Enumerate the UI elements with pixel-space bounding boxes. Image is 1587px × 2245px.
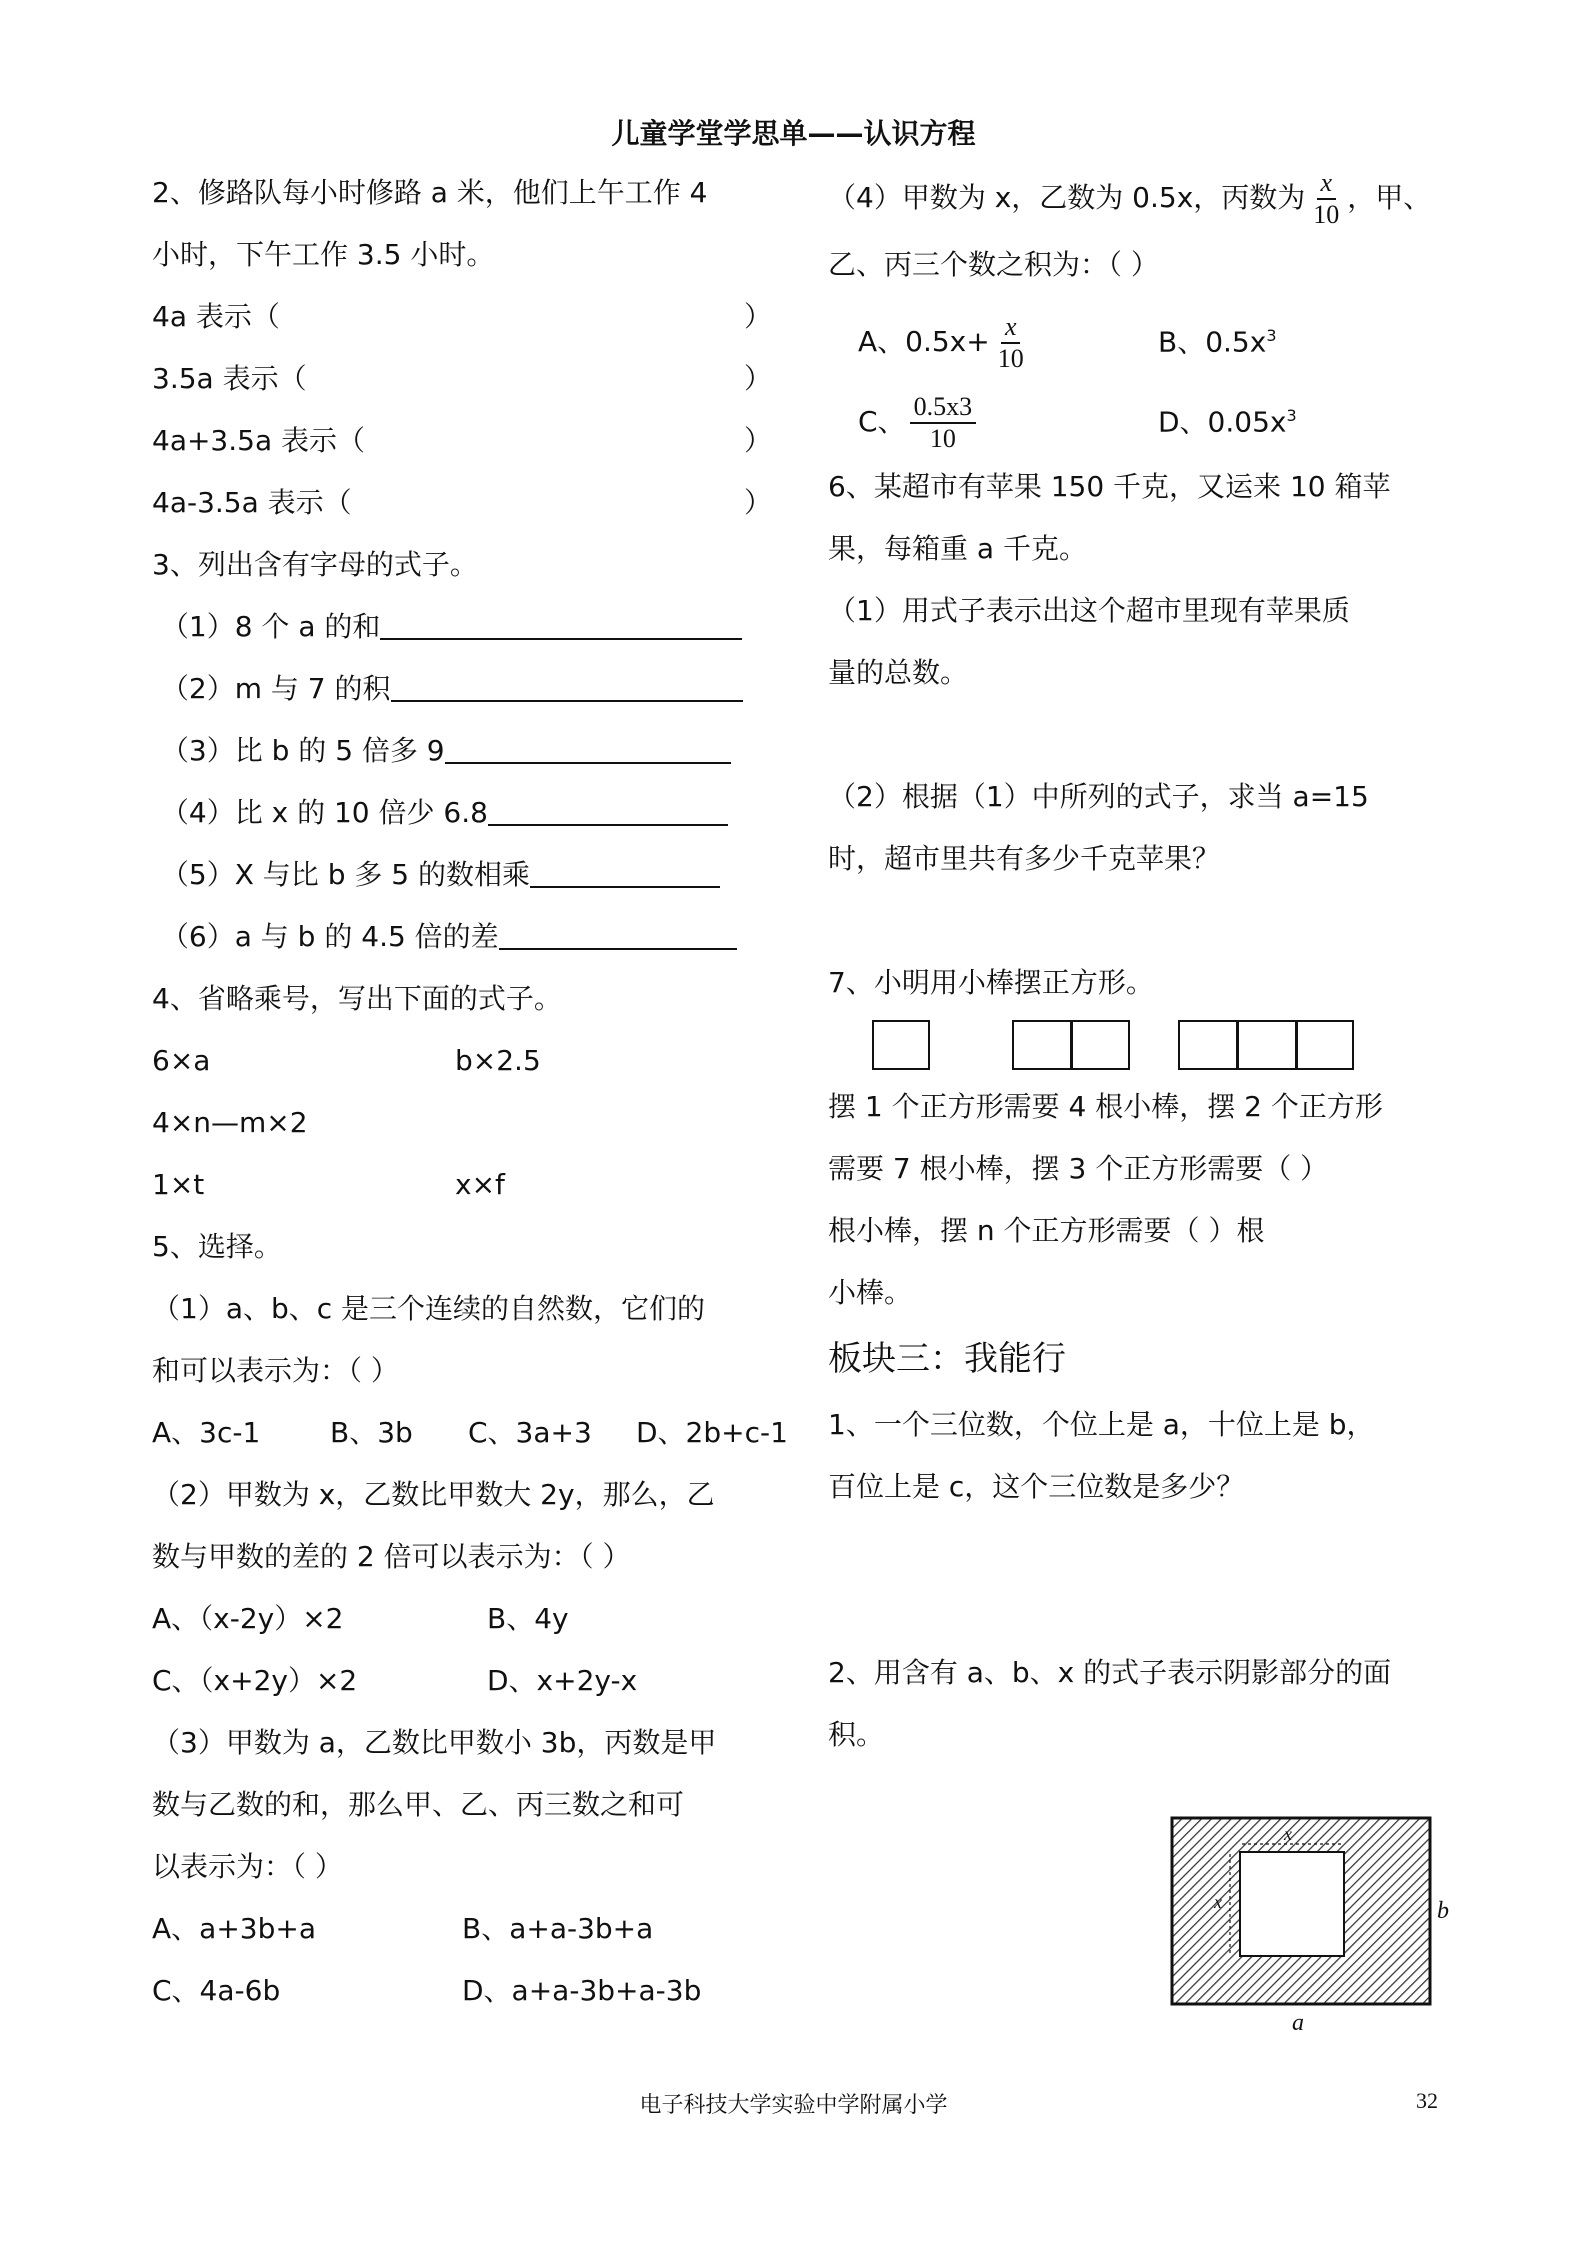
fraction-denominator: 10 <box>997 344 1024 374</box>
q5-2-line2: 数与甲数的差的 2 倍可以表示为：（ ） <box>152 1540 631 1573</box>
q5-4-options <box>828 296 1448 376</box>
q3-item <box>152 906 772 968</box>
q3-item <box>152 658 772 720</box>
section-heading: 板块三：我能行 <box>828 1339 1066 1379</box>
answer-blank[interactable] <box>488 794 728 826</box>
stick-divider <box>1070 1022 1073 1068</box>
q5-3-line3: 以表示为：（ ） <box>152 1850 343 1883</box>
q2-line2: 小时，下午工作 3.5 小时。 <box>152 238 495 271</box>
q7-line1: 摆 1 个正方形需要 4 根小棒，摆 2 个正方形 <box>828 1090 1383 1123</box>
option[interactable] <box>828 382 1158 462</box>
q6-line2: 果，每箱重 a 千克。 <box>828 532 1087 565</box>
fraction <box>910 392 977 454</box>
stick-divider <box>1236 1022 1239 1068</box>
option[interactable]: B、a+a-3b+a <box>462 1912 654 1945</box>
answer-blank[interactable] <box>380 608 742 640</box>
exponent: 3 <box>1266 326 1277 345</box>
answer-blank[interactable] <box>530 856 720 888</box>
q6-line1: 6、某超市有苹果 150 千克，又运来 10 箱苹 <box>828 470 1391 503</box>
q3-item-text: （6）a 与 b 的 4.5 倍的差 <box>160 920 499 953</box>
q2-item-label: 4a-3.5a 表示（ <box>152 486 352 519</box>
q7-line4: 小棒。 <box>828 1276 913 1309</box>
label-x-side: x <box>1214 1892 1222 1912</box>
q5-3-options <box>152 1898 772 1960</box>
q5-3-line2: 数与乙数的和，那么甲、乙、丙三数之和可 <box>152 1788 685 1821</box>
fraction-denominator: 10 <box>929 424 956 454</box>
q5-2-options <box>152 1650 772 1712</box>
q3-item <box>152 782 772 844</box>
fraction-denominator: 10 <box>1313 200 1340 229</box>
option[interactable]: C、（x+2y）×2 <box>152 1664 358 1697</box>
option[interactable]: A、3c-1 <box>152 1416 261 1449</box>
option[interactable]: B、4y <box>487 1602 569 1635</box>
shaded-area-diagram <box>1162 1808 1462 2038</box>
q2-item <box>152 472 772 534</box>
answer-blank[interactable] <box>445 732 731 764</box>
option[interactable]: C、4a-6b <box>152 1974 281 2007</box>
answer-blank[interactable] <box>499 918 737 950</box>
q5-1-options <box>152 1402 788 1464</box>
q5-4-options <box>828 376 1448 456</box>
option-b-text: B、0.5x <box>1158 325 1267 359</box>
s3-q2-line2: 积。 <box>828 1718 885 1751</box>
option-d-text: D、0.05x <box>1158 405 1287 439</box>
page-footer: 电子科技大学实验中学附属小学 <box>639 2093 948 2118</box>
q3-title: 3、列出含有字母的式子。 <box>152 548 478 581</box>
squares-figure <box>828 1014 1448 1076</box>
q5-4-line2: 乙、丙三个数之积为：（ ） <box>828 248 1159 281</box>
q6-1-line2: 量的总数。 <box>828 656 969 689</box>
q2-line1: 2、修路队每小时修路 a 米，他们上午工作 4 <box>152 176 708 209</box>
s3-q1-line1: 1、一个三位数，个位上是 a，十位上是 b， <box>828 1408 1375 1441</box>
stick-divider <box>1295 1022 1298 1068</box>
q5-title: 5、选择。 <box>152 1230 282 1263</box>
square-2 <box>1012 1020 1130 1070</box>
shaded-area-figure <box>1162 1808 1462 2038</box>
inner-square <box>1240 1852 1344 1956</box>
q7-title: 7、小明用小棒摆正方形。 <box>828 966 1154 999</box>
option[interactable]: D、x+2y-x <box>487 1664 638 1697</box>
s3-q1-line2: 百位上是 c，这个三位数是多少？ <box>828 1470 1245 1503</box>
q2-item-close: ） <box>743 362 772 395</box>
fraction-numerator: x <box>1001 312 1021 344</box>
answer-space[interactable] <box>828 890 1448 952</box>
exponent: 3 <box>1286 406 1297 425</box>
q2-item <box>152 286 772 348</box>
q2-item-label: 3.5a 表示（ <box>152 362 307 395</box>
q2-item-close: ） <box>743 300 772 333</box>
label-a: a <box>1292 2010 1304 2036</box>
q4-expr: 6×a <box>152 1044 211 1077</box>
q4-expr: x×f <box>455 1168 505 1201</box>
q4-expr: 4×n—m×2 <box>152 1106 308 1139</box>
q4-row <box>152 1092 772 1154</box>
fraction <box>994 312 1028 374</box>
q3-item <box>152 844 772 906</box>
page-title: 儿童学堂学思单——认识方程 <box>611 117 976 150</box>
q3-item-text: （1）8 个 a 的和 <box>160 610 381 643</box>
option[interactable]: D、a+a-3b+a-3b <box>462 1974 702 2007</box>
q2-item-close: ） <box>743 486 772 519</box>
fraction <box>1309 168 1343 230</box>
q4-expr: 1×t <box>152 1168 205 1201</box>
q4-title: 4、省略乘号，写出下面的式子。 <box>152 982 562 1015</box>
option[interactable]: D、2b+c-1 <box>636 1416 788 1449</box>
q4-row <box>152 1030 772 1092</box>
q2-item <box>152 410 772 472</box>
q7-line2: 需要 7 根小棒，摆 3 个正方形需要（ ） <box>828 1152 1329 1185</box>
q2-item-close: ） <box>743 424 772 457</box>
answer-space[interactable] <box>828 704 1448 766</box>
square-3 <box>1178 1020 1354 1070</box>
s3-q2-line1: 2、用含有 a、b、x 的式子表示阴影部分的面 <box>828 1656 1392 1689</box>
answer-space[interactable] <box>828 1580 1448 1642</box>
q6-2-line1: （2）根据（1）中所列的式子，求当 a=15 <box>828 780 1369 813</box>
q5-1-line2: 和可以表示为：（ ） <box>152 1354 399 1387</box>
option[interactable] <box>828 302 1158 382</box>
q6-2-line2: 时，超市里共有多少千克苹果？ <box>828 842 1221 875</box>
q3-item <box>152 720 772 782</box>
fraction-numerator: x <box>1317 168 1337 200</box>
q5-2-line1: （2）甲数为 x，乙数比甲数大 2y，那么，乙 <box>152 1478 715 1511</box>
label-b: b <box>1437 1898 1449 1924</box>
q2-item <box>152 348 772 410</box>
fraction-numerator: 0.5x3 <box>910 392 977 424</box>
right-column <box>828 162 1448 1766</box>
option-a-text: A、0.5x+ <box>858 325 990 359</box>
q3-item-text: （3）比 b 的 5 倍多 9 <box>160 734 445 767</box>
option[interactable] <box>1158 296 1277 382</box>
square-1 <box>872 1020 930 1070</box>
q5-3-options <box>152 1960 772 2022</box>
q5-1-line1: （1）a、b、c 是三个连续的自然数，它们的 <box>152 1292 706 1325</box>
option[interactable]: A、（x-2y）×2 <box>152 1602 344 1635</box>
q7-line3: 根小棒，摆 n 个正方形需要（ ）根 <box>828 1214 1265 1247</box>
label-x-top: x <box>1284 1824 1292 1844</box>
option[interactable]: A、a+3b+a <box>152 1912 316 1945</box>
q2-item-label: 4a 表示（ <box>152 300 280 333</box>
left-column <box>152 162 788 2022</box>
option[interactable] <box>1158 376 1297 462</box>
page-number: 32 <box>1416 2088 1438 2113</box>
q3-item-text: （2）m 与 7 的积 <box>160 672 391 705</box>
q3-item <box>152 596 772 658</box>
option[interactable]: B、3b <box>330 1416 413 1449</box>
option[interactable]: C、3a+3 <box>468 1416 592 1449</box>
q4-expr: b×2.5 <box>455 1044 541 1077</box>
answer-space[interactable] <box>828 1518 1448 1580</box>
answer-blank[interactable] <box>391 670 743 702</box>
q3-item-text: （5）X 与比 b 多 5 的数相乘 <box>160 858 530 891</box>
q5-3-line1: （3）甲数为 a，乙数比甲数小 3b，丙数是甲 <box>152 1726 717 1759</box>
option-c-text: C、 <box>858 405 906 439</box>
q2-item-label: 4a+3.5a 表示（ <box>152 424 366 457</box>
q5-4-post: ，甲、 <box>1347 181 1432 214</box>
q4-row <box>152 1154 772 1216</box>
q3-item-text: （4）比 x 的 10 倍少 6.8 <box>160 796 488 829</box>
q5-4-line1 <box>828 162 1448 234</box>
q6-1-line1: （1）用式子表示出这个超市里现有苹果质 <box>828 594 1350 627</box>
q5-2-options <box>152 1588 772 1650</box>
q5-4-pre: （4）甲数为 x，乙数为 0.5x，丙数为 <box>828 181 1306 214</box>
